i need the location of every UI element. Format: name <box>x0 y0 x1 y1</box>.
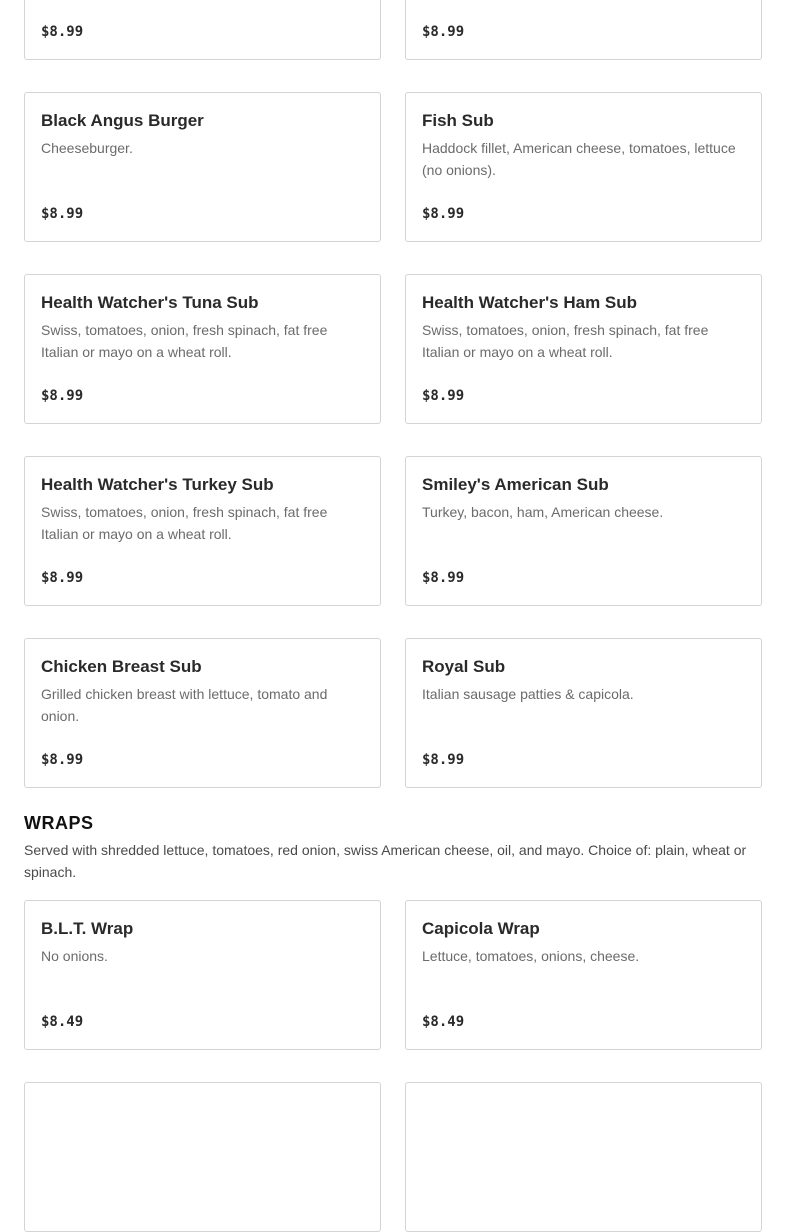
item-description: Cheeseburger. <box>41 140 133 156</box>
item-name: Chicken Breast Sub <box>41 657 202 676</box>
item-price: $8.49 <box>41 1014 84 1030</box>
menu-item-card[interactable] <box>405 0 762 60</box>
item-name: Fish Sub <box>422 111 494 130</box>
menu-item-health-watchers-ham-sub[interactable] <box>405 274 762 424</box>
item-name: Royal Sub <box>422 657 506 676</box>
section-description: Served with shredded lettuce, tomatoes, red onion, swiss American cheese, oil, and mayo. Choice of: plain, wheat or spinach. <box>24 842 747 880</box>
item-description: Swiss, tomatoes, onion, fresh spinach, fat free Italian or mayo on a wheat roll. <box>422 322 709 360</box>
item-price: $8.49 <box>422 1014 465 1030</box>
item-name: Capicola Wrap <box>422 919 540 938</box>
item-price: $8.99 <box>41 388 84 404</box>
menu-item-blt-wrap[interactable] <box>24 900 381 1050</box>
menu-item-health-watchers-tuna-sub[interactable] <box>24 274 381 424</box>
item-description: Turkey, bacon, ham, American cheese. <box>422 504 664 520</box>
menu-item-smileys-american-sub[interactable] <box>405 456 762 606</box>
item-name: Health Watcher's Tuna Sub <box>41 293 259 312</box>
item-name: Black Angus Burger <box>41 111 204 130</box>
item-description: Grilled chicken breast with lettuce, tomato and onion. <box>41 686 328 724</box>
item-description: Swiss, tomatoes, onion, fresh spinach, fat free Italian or mayo on a wheat roll. <box>41 322 328 360</box>
menu-item-chicken-breast-sub[interactable] <box>24 638 381 788</box>
menu-item-royal-sub[interactable] <box>405 638 762 788</box>
menu-item-card[interactable] <box>405 1082 762 1232</box>
item-name: B.L.T. Wrap <box>41 919 134 938</box>
item-price: $8.99 <box>422 24 465 40</box>
item-price: $8.99 <box>422 752 465 768</box>
item-name: Health Watcher's Ham Sub <box>422 293 638 312</box>
item-description: Haddock fillet, American cheese, tomatoes, lettuce (no onions). <box>422 140 736 178</box>
item-description: No onions. <box>41 948 108 964</box>
item-price: $8.99 <box>41 752 84 768</box>
item-description: Lettuce, tomatoes, onions, cheese. <box>422 948 640 964</box>
item-price: $8.99 <box>422 388 465 404</box>
item-price: $8.99 <box>41 206 84 222</box>
item-price: $8.99 <box>41 24 84 40</box>
item-price: $8.99 <box>41 570 84 586</box>
section-title-wraps: WRAPS <box>24 813 94 833</box>
menu-item-health-watchers-turkey-sub[interactable] <box>24 456 381 606</box>
menu-item-card[interactable] <box>24 1082 381 1232</box>
item-description: Swiss, tomatoes, onion, fresh spinach, fat free Italian or mayo on a wheat roll. <box>41 504 328 542</box>
item-description: Italian sausage patties & capicola. <box>422 686 634 702</box>
item-name: Health Watcher's Turkey Sub <box>41 475 274 494</box>
item-name: Smiley's American Sub <box>422 475 609 494</box>
menu-item-card[interactable] <box>24 0 381 60</box>
menu-item-capicola-wrap[interactable] <box>405 900 762 1050</box>
menu-item-fish-sub[interactable] <box>405 92 762 242</box>
item-price: $8.99 <box>422 206 465 222</box>
item-price: $8.99 <box>422 570 465 586</box>
menu-item-black-angus-burger[interactable] <box>24 92 381 242</box>
